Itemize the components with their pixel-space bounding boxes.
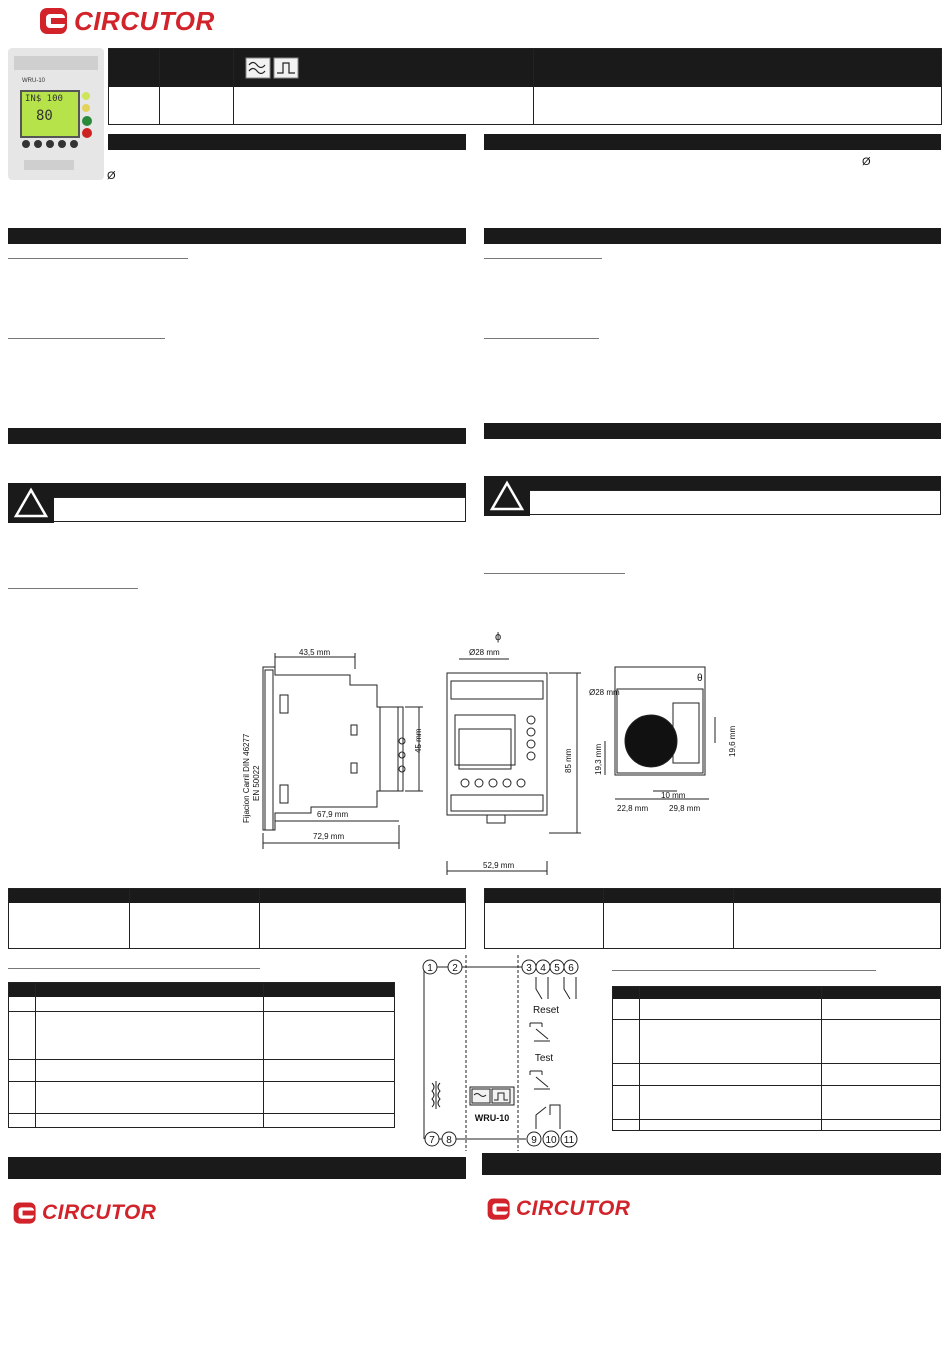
reset-label: Reset (532, 1005, 560, 1016)
subsection-rule (8, 258, 188, 259)
data-table-right (484, 888, 941, 949)
subsection-rule (612, 970, 876, 971)
warning-box-right (484, 476, 941, 516)
circutor-logo-icon (12, 1200, 38, 1226)
red-button-icon (82, 128, 92, 138)
product-photo (8, 48, 104, 180)
diameter-symbol-left: Ø (107, 170, 116, 182)
device-badge: WRU-10 (22, 78, 46, 84)
rail-label-1: Fijacion Carril DIN 46277 (242, 733, 251, 823)
terminal-11: 11 (563, 1135, 575, 1146)
subsection-rule (8, 968, 260, 969)
side-dim-mid: 67,9 mm (317, 810, 349, 819)
front-dim-height: 85 mm (564, 748, 573, 773)
front-dim-bottom: 52,9 mm (483, 861, 515, 870)
dimension-drawings (225, 625, 745, 880)
trafo-dim-right: 19,6 mm (728, 725, 737, 757)
brand-logo-footer-left (12, 1200, 156, 1226)
lcd-line-1: IN$ 100 (25, 94, 63, 104)
terminal-8: 8 (446, 1135, 452, 1146)
phi-symbol: ϕ (495, 631, 502, 643)
brand-name: CIRCUTOR (516, 1197, 631, 1220)
subsection-rule (484, 258, 602, 259)
trafo-dim-left: 19,3 mm (594, 743, 603, 775)
section-bar-left-2 (8, 228, 466, 244)
test-label: Test (534, 1053, 554, 1064)
section-bar-right-3 (484, 423, 941, 439)
side-dim-bottom: 72,9 mm (313, 832, 345, 841)
terminal-table-left (8, 982, 395, 1128)
trafo-dim-bl: 22,8 mm (617, 804, 649, 813)
warning-triangle-icon (489, 480, 525, 512)
side-dim-top: 43,5 mm (299, 648, 331, 657)
footer-bar-left (8, 1157, 466, 1179)
terminal-7: 7 (429, 1135, 435, 1146)
terminal-2: 2 (452, 963, 458, 974)
brand-name: CIRCUTOR (74, 5, 215, 36)
section-bar-left-1 (108, 134, 466, 150)
trafo-dim-gap: 10 mm (661, 791, 686, 800)
device-lcd (20, 90, 80, 138)
terminal-1: 1 (427, 963, 433, 974)
warning-triangle-icon (13, 487, 49, 519)
front-dim-top: Ø28 mm (469, 648, 500, 657)
terminal-10: 10 (545, 1135, 557, 1146)
lcd-line-2: 80 (36, 108, 53, 124)
circutor-logo-icon (486, 1196, 512, 1222)
wiring-diagram (418, 955, 584, 1155)
terminal-6: 6 (568, 963, 574, 974)
section-bar-right-2 (484, 228, 941, 244)
trafo-dim-br: 29,8 mm (669, 804, 701, 813)
terminal-9: 9 (531, 1135, 537, 1146)
footer-bar-right (482, 1153, 941, 1175)
rail-label-2: EN 50022 (252, 765, 261, 801)
subsection-rule (8, 588, 138, 589)
terminal-3: 3 (526, 963, 532, 974)
green-button-icon (82, 116, 92, 126)
theta-symbol: θ (697, 673, 703, 684)
module-model-label: WRU-10 (474, 1113, 510, 1123)
trafo-dim-hole: Ø28 mm (589, 688, 620, 697)
terminal-table-right (612, 986, 941, 1131)
diameter-symbol-right: Ø (862, 156, 871, 168)
subsection-rule (8, 338, 165, 339)
terminal-5: 5 (554, 963, 560, 974)
circutor-logo-icon (38, 5, 70, 37)
brand-logo-footer-right (486, 1196, 630, 1222)
side-dim-height: 45 mm (414, 728, 423, 753)
section-bar-right-1 (484, 134, 941, 150)
subsection-rule (484, 338, 599, 339)
section-bar-left-3 (8, 428, 466, 444)
data-table-left (8, 888, 466, 949)
subsection-rule (484, 573, 625, 574)
terminal-4: 4 (540, 963, 546, 974)
warning-box-left (8, 483, 466, 523)
brand-logo-header (38, 5, 215, 37)
signal-type-icons (245, 57, 301, 79)
brand-name: CIRCUTOR (42, 1201, 157, 1224)
spec-table (108, 48, 942, 125)
